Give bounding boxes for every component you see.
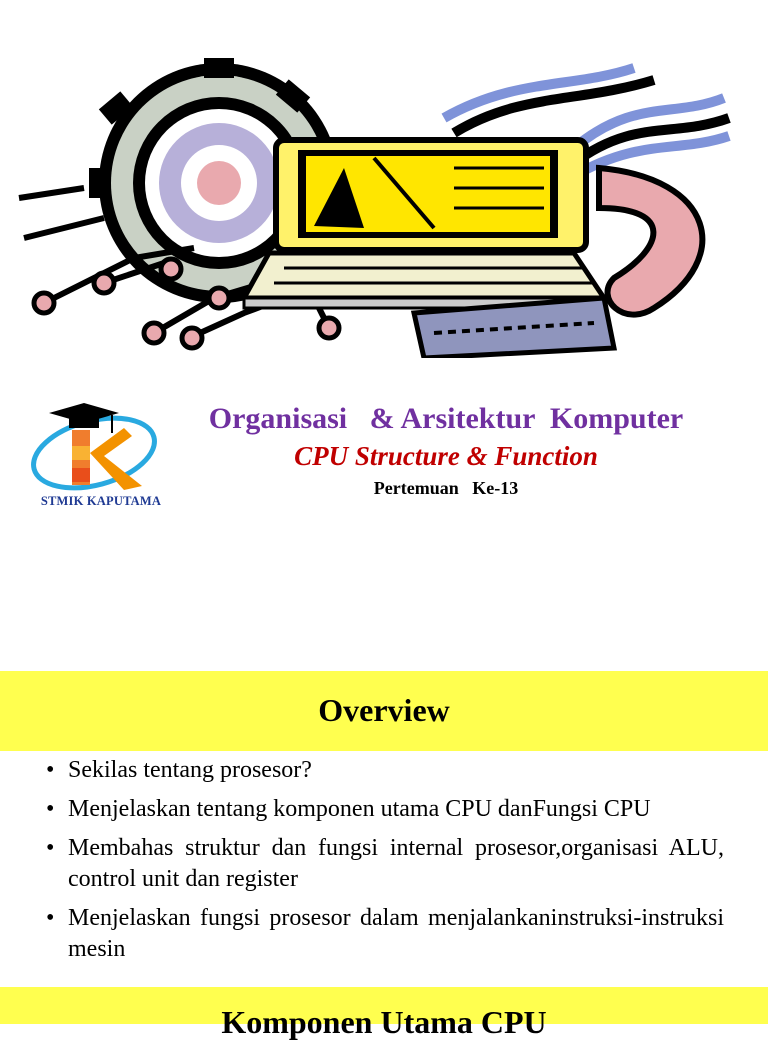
meeting-number: Pertemuan Ke-13 — [373, 478, 519, 498]
logo-caption: STMIK KAPUTAMA — [40, 494, 162, 508]
bullet-text: Menjelaskan fungsi prosesor dalam menjalankaninstruksi-instruksi mesin — [68, 905, 724, 962]
list-item — [40, 903, 724, 965]
bullet-icon: • — [46, 835, 55, 861]
overview-bullet-list — [40, 755, 724, 973]
bullet-text: Menjelaskan tentang komponen utama CPU danFungsi CPU — [68, 796, 651, 822]
list-item — [40, 755, 724, 786]
slide-title: Organisasi & Arsitektur Komputer — [208, 402, 684, 435]
komponen-heading: Komponen Utama CPU — [221, 1004, 547, 1040]
bullet-text: Membahas struktur dan fungsi internal prosesor,organisasi ALU, control unit dan register — [68, 835, 724, 892]
monitor-icon — [276, 140, 586, 250]
bullet-icon: • — [46, 757, 55, 783]
slide-subtitle: CPU Structure & Function — [294, 441, 598, 471]
list-item — [40, 794, 724, 825]
bullet-text: Sekilas tentang prosesor? — [68, 757, 312, 783]
computer-clipart-illustration — [14, 58, 734, 358]
overview-heading: Overview — [318, 692, 450, 728]
list-item — [40, 833, 724, 895]
bullet-icon: • — [46, 905, 55, 931]
keyboard-icon — [244, 253, 604, 308]
bullet-icon: • — [46, 796, 55, 822]
